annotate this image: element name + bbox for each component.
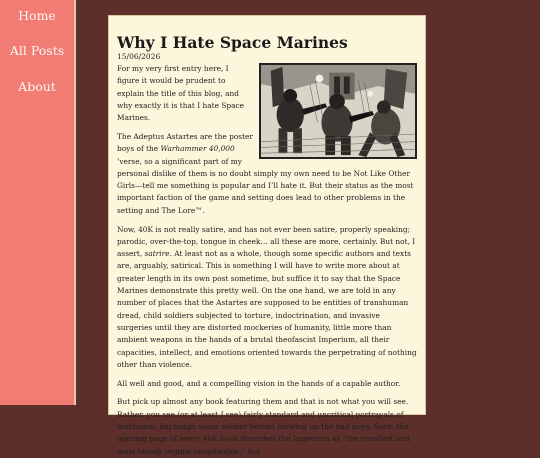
illustration-art bbox=[261, 65, 415, 157]
sidebar bbox=[0, 0, 76, 405]
nav-all-posts-link[interactable]: All Posts bbox=[9, 43, 65, 58]
post-title: Why I Hate Space Marines bbox=[117, 33, 348, 52]
nav-about-link[interactable]: About bbox=[18, 79, 56, 94]
post-paragraph-5-emphasis: I bbox=[220, 409, 224, 419]
post-paragraph-1: For my very first entry here, I figure it would be prudent to explain the title of this blog, and why exactly it is that I hate Space Marines. bbox=[117, 64, 245, 123]
post-content bbox=[108, 15, 426, 456]
post-paragraph-2-text-b: ’verse, so a significant part of my personal dislike of them is no doubt simply my own need to be Not Like Other Girls—tell me something is popular and I’ll hate it. But their status as the most important faction of the game and setting does lead to other problems in the setting and The Lore™. bbox=[117, 156, 414, 215]
post-paragraph-5-text-a: But pick up almost any book featuring them and that is not what you will see. Rather, you see (or at least bbox=[117, 397, 409, 419]
post-paragraph-2-text-a: The Adeptus Astartes are the poster boys of the bbox=[117, 131, 253, 154]
post-paragraph-5-text-b: see) fairly standard and uncritical portrayals of machismo, big tough space soldier heroes blowing up the bad guys. Sure, the opening page of every 40K book describes the Imperium as “the cruellest and most bloody regime imagineable,” but bbox=[117, 409, 410, 456]
post-paragraph-5 bbox=[117, 396, 417, 457]
post-paragraph-3 bbox=[117, 224, 417, 372]
post-paragraph-3-text-b: . At least not as a whole, though some specific authors and texts are, arguably, satirical. This is something I will have to write more about at greater length in its own post sometime, but suffice it to say that the Space Marines demonstrate this pretty well. On the one hand, we are told in any number of places that the Astartes are supposed to be entities of transhuman dread, child soldiers subjected to torture, indoctrination, and invasive surgeries until they are distorted mockeries of humanity, little more than ambient weapons in the hands of a brutal theofascist Imperium, all their capacities, intellect, and emotions oriented towards the perpetrating of nothing other than violence. bbox=[117, 249, 417, 369]
post-paragraph-3-text-a: Now, 40K is not really satire, and has not ever been satire, properly speaking; parodic, over-the-top, tongue in cheek… all these are more, certainly. But not, I assert, bbox=[117, 224, 416, 259]
space-marine-illustration bbox=[259, 63, 417, 159]
nav-home-link[interactable]: Home bbox=[18, 8, 56, 23]
post-paragraph-4: All well and good, and a compelling vision in the hands of a capable author. bbox=[117, 378, 401, 388]
post-paragraph-3-emphasis: satrire bbox=[144, 249, 170, 259]
post-paragraph-2-emphasis: Warhammer 40,000 bbox=[160, 144, 235, 154]
post-date: 15/06/2026 bbox=[117, 52, 161, 61]
